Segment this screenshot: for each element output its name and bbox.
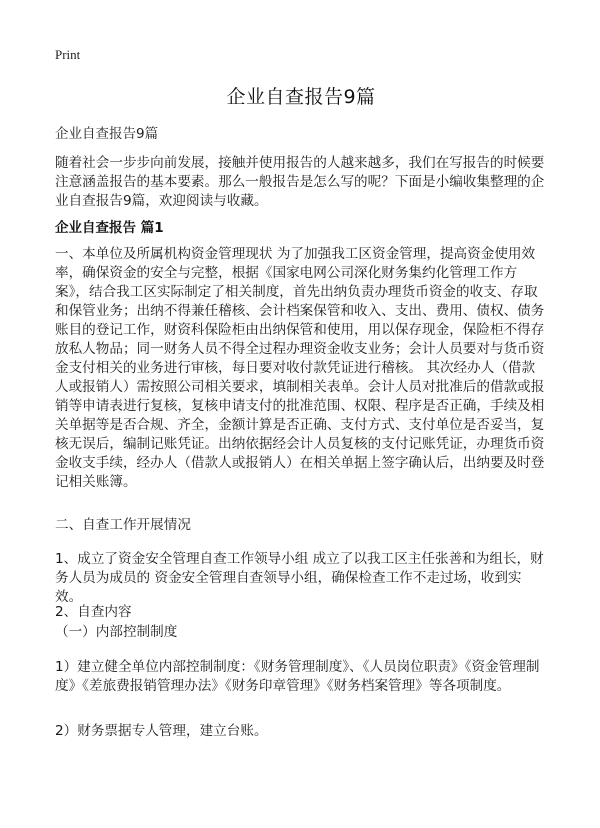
paragraph-fund-management-status: 一、本单位及所属机构资金管理现状 为了加强我工区资金管理，提高资金使用效率，确保资金的安全与完整，根据《国家电网公司深化财务集约化管理工作方案》，结合我工区实际制定了相关制度，首先出纳负责办理货币资金的收支、存取和保管业务；出纳不得兼任稽核、会计档案保管和收入、支出、费用、债权、债务账目的登记工作，财资科保险柜由出纳保管和使用，用以保存现金，保险柜不得存放私人物品；同一财务人员不得全过程办理资金收支业务；会计人员要对与货币资金支付相关的业务进行审核，每日要对收付款凭证进行稽核。 其次经办人（借款人或报销人）需按照公司相关要求，填制相关表单。会计人员对批准后的借款或报销等申请表进行复核，复核申请支付的批准范围、权限、程序是否正确，手续及相关单据等是否合规、齐全，金额计算是否正确、支付方式、支付单位是否妥当，复核无误后，编制记账凭证。出纳依据经会计人员复核的支付记账凭证，办理货币资金收支手续，经办人（借款人或报销人）在相关单据上签字确认后，出纳要及时登记相关账簿。	[55, 246, 545, 490]
paragraph-internal-control: （一）内部控制制度	[55, 624, 178, 640]
paragraph-receipts-management: 2）财务票据专人管理，建立台账。	[55, 723, 268, 739]
print-label: Print	[55, 47, 81, 62]
paragraph-self-check-heading: 二、自查工作开展情况	[55, 517, 191, 533]
section-heading: 企业自查报告 篇1	[55, 220, 164, 236]
document-title: 企业自查报告9篇	[226, 86, 376, 108]
paragraph-control-systems: 1）建立健全单位内部控制制度：《财务管理制度》、《人员岗位职责》《资金管理制度》《差旅费报销管理办法》《财务印章管理》《财务档案管理》等各项制度。	[55, 659, 540, 694]
intro-paragraph: 随着社会一步步向前发展，接触并使用报告的人越来越多，我们在写报告的时候要注意涵盖报告的基本要素。那么一般报告是怎么写的呢？下面是小编收集整理的企业自查报告9篇，欢迎阅读与收藏。	[55, 155, 545, 209]
paragraph-leading-group: 1、成立了资金安全管理自查工作领导小组 成立了以我工区主任张善和为组长，财务人员为成员的 资金安全管理自查领导小组，确保检查工作不走过场，收到实效。	[55, 551, 544, 605]
paragraph-self-check-content: 2、自查内容	[55, 604, 132, 620]
document-subtitle: 企业自查报告9篇	[55, 126, 159, 142]
